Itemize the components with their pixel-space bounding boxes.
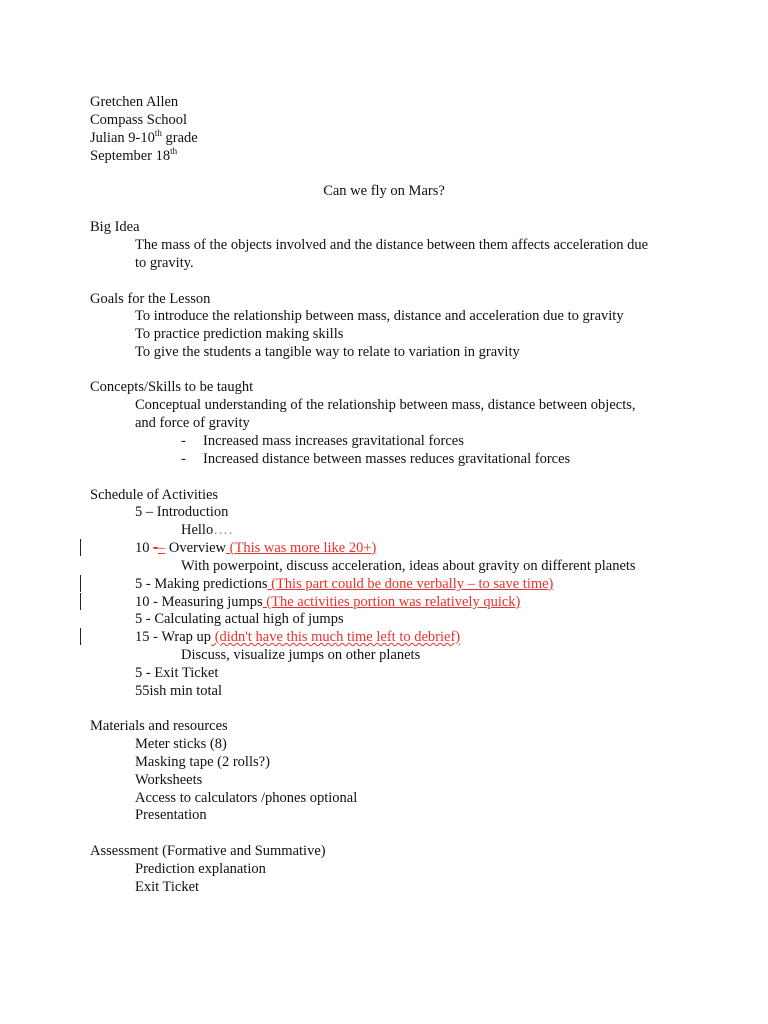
predictions-label: 5 - Making predictions [135, 576, 268, 592]
change-bar [80, 593, 81, 610]
schedule-measuring [135, 593, 520, 611]
change-bar [80, 575, 81, 592]
overview-label: Overview [165, 540, 227, 556]
schedule-calculating: 5 - Calculating actual high of jumps [135, 611, 344, 627]
schedule-hello [181, 521, 233, 539]
change-bar [80, 628, 81, 645]
overview-comment: (This was more like 20+) [226, 540, 377, 556]
goal-item: To give the students a tangible way to relate to variation in gravity [135, 344, 520, 360]
date-sup: th [170, 146, 178, 157]
assessment-item: Exit Ticket [135, 879, 200, 895]
assessment-item: Prediction explanation [135, 861, 266, 877]
goals-heading: Goals for the Lesson [90, 291, 211, 307]
material-item: Presentation [135, 807, 207, 823]
predictions-comment: (This part could be done verbally – to save time) [267, 576, 554, 592]
big-idea-line-2: to gravity. [135, 255, 194, 271]
big-idea-line-1: The mass of the objects involved and the distance between them affects acceleration due [135, 237, 649, 253]
measuring-comment: (The activities portion was relatively quick) [262, 594, 521, 610]
wrapup-detail: Discuss, visualize jumps on other planets [181, 647, 421, 663]
material-item: Meter sticks (8) [135, 736, 227, 752]
deleted-hyphen: - [153, 540, 158, 556]
measuring-label: 10 - Measuring jumps [135, 594, 263, 610]
author-name: Gretchen Allen [90, 94, 179, 110]
material-item: Masking tape (2 rolls?) [135, 754, 270, 770]
big-idea-heading: Big Idea [90, 219, 140, 235]
grade-sup: th [154, 128, 162, 139]
goal-item: To introduce the relationship between mass, distance and acceleration due to gravity [135, 308, 624, 324]
page-title: Can we fly on Mars? [323, 183, 445, 199]
inserted-dash: – [157, 540, 166, 556]
schedule-heading: Schedule of Activities [90, 487, 219, 503]
concepts-line-1: Conceptual understanding of the relationship between mass, distance between objects, [135, 397, 636, 413]
hello-dots: …. [213, 522, 234, 538]
overview-number: 10 [135, 540, 154, 556]
schedule-intro: 5 – Introduction [135, 504, 229, 520]
materials-heading: Materials and resources [90, 718, 228, 734]
goal-item: To practice prediction making skills [135, 326, 344, 342]
grade-prefix: Julian 9-10 [90, 130, 155, 146]
wrapup-label: 15 - Wrap up [135, 629, 212, 645]
schedule-predictions [135, 575, 553, 593]
hello-text: Hello [181, 522, 214, 538]
schedule-total: 55ish min total [135, 683, 222, 699]
date-prefix: September 18 [90, 148, 171, 164]
concepts-heading: Concepts/Skills to be taught [90, 379, 254, 395]
wrapup-comment: (didn't have this much time left to debrief) [211, 629, 461, 645]
concepts-line-2: and force of gravity [135, 415, 250, 431]
schedule-exit: 5 - Exit Ticket [135, 665, 219, 681]
change-bar [80, 539, 81, 556]
concept-bullet: Increased distance between masses reduces gravitational forces [203, 451, 571, 467]
date-line [90, 147, 177, 165]
material-item: Access to calculators /phones optional [135, 790, 358, 806]
concept-bullet: Increased mass increases gravitational forces [203, 433, 464, 449]
school-name: Compass School [90, 112, 188, 128]
schedule-wrapup [135, 628, 460, 646]
bullet-marker: - [181, 451, 186, 467]
grade-suffix: grade [161, 130, 198, 146]
assessment-heading: Assessment (Formative and Summative) [90, 843, 326, 859]
bullet-marker: - [181, 433, 186, 449]
schedule-overview [135, 539, 376, 557]
overview-detail: With powerpoint, discuss acceleration, ideas about gravity on different planets [181, 558, 636, 574]
grade-line [90, 129, 198, 147]
material-item: Worksheets [135, 772, 203, 788]
